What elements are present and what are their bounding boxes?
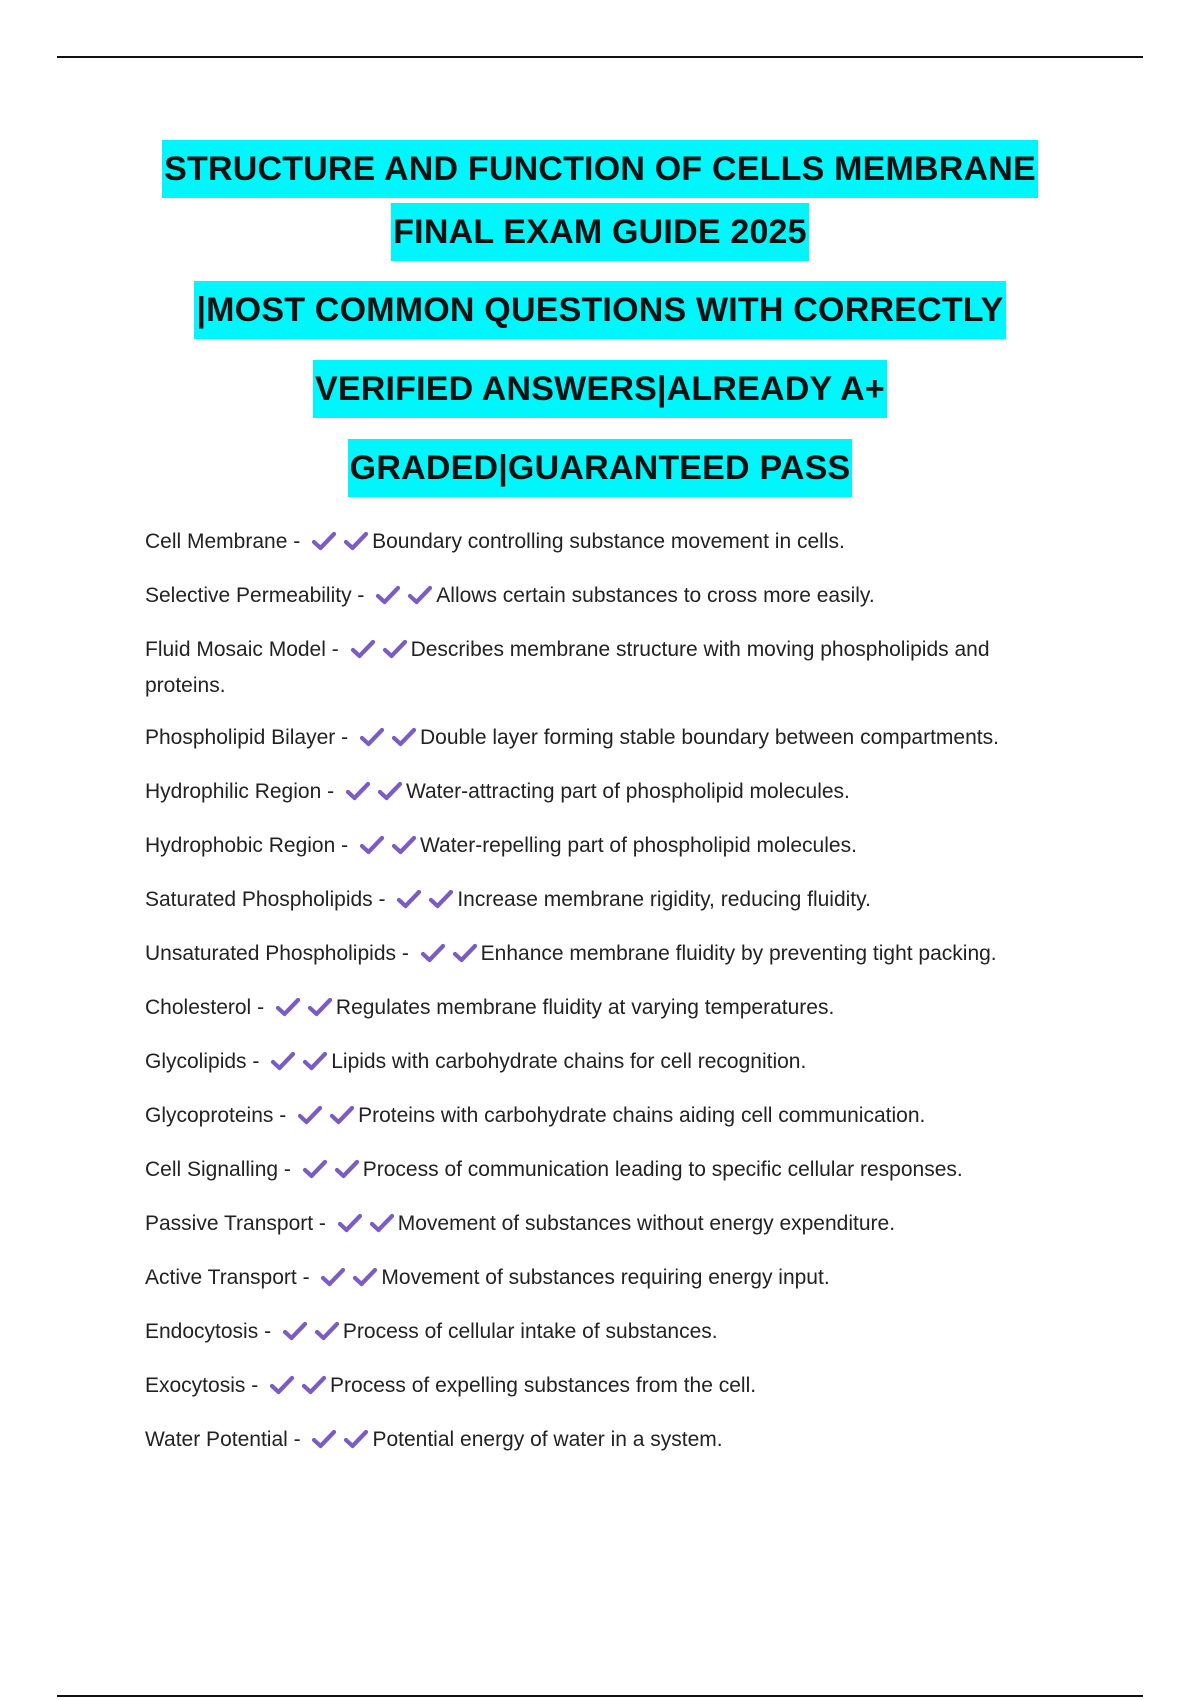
term-item bbox=[145, 882, 1065, 918]
term-item bbox=[145, 1314, 1065, 1350]
term-separator: - bbox=[258, 1320, 277, 1343]
term-item bbox=[145, 1044, 1065, 1080]
term-definition: Process of expelling substances from the cell. bbox=[330, 1374, 757, 1397]
checkmark-icon bbox=[321, 1267, 345, 1287]
term-item bbox=[145, 720, 1065, 756]
term-definition: Lipids with carbohydrate chains for cell recognition. bbox=[331, 1050, 807, 1073]
checkmark-icon bbox=[330, 1105, 354, 1125]
term-separator: - bbox=[313, 1212, 332, 1235]
checkmark-icon bbox=[397, 889, 421, 909]
term-name: Active Transport bbox=[145, 1266, 297, 1289]
term-definition: Boundary controlling substance movement in cells. bbox=[372, 530, 845, 553]
checkmark-icon bbox=[270, 1375, 294, 1395]
term-separator: - bbox=[287, 1428, 307, 1451]
term-separator: - bbox=[287, 530, 307, 553]
term-item bbox=[145, 1422, 1065, 1458]
term-item bbox=[145, 1206, 1065, 1242]
checkmark-icon bbox=[276, 997, 300, 1017]
term-item bbox=[145, 524, 1065, 560]
checkmark-icon bbox=[453, 943, 477, 963]
checkmark-icon bbox=[271, 1051, 295, 1071]
term-name: Glycolipids bbox=[145, 1050, 247, 1073]
term-definition: Water-attracting part of phospholipid molecules. bbox=[405, 780, 850, 803]
term-item bbox=[145, 578, 1065, 614]
checkmark-icon bbox=[312, 531, 336, 551]
title-line: STRUCTURE AND FUNCTION OF CELLS MEMBRANE bbox=[0, 140, 1200, 198]
checkmark-icon bbox=[421, 943, 445, 963]
checkmark-icon bbox=[344, 1429, 368, 1449]
term-separator: - bbox=[325, 638, 345, 661]
term-name: Water Potential bbox=[145, 1428, 288, 1451]
checkmark-icon bbox=[370, 1213, 394, 1233]
checkmark-icon bbox=[303, 1051, 327, 1071]
term-definition: Process of cellular intake of substances. bbox=[342, 1320, 718, 1343]
term-separator: - bbox=[335, 834, 354, 857]
term-item bbox=[145, 1368, 1065, 1404]
term-name: Unsaturated Phospholipids bbox=[145, 942, 396, 965]
term-separator: - bbox=[351, 584, 371, 607]
term-definition: Proteins with carbohydrate chains aiding cell communication. bbox=[358, 1104, 926, 1127]
term-definition-list bbox=[145, 524, 1065, 1476]
checkmark-icon bbox=[383, 639, 407, 659]
checkmark-icon bbox=[408, 585, 432, 605]
term-name: Hydrophilic Region bbox=[145, 780, 322, 803]
checkmark-icon bbox=[353, 1267, 377, 1287]
term-name: Passive Transport bbox=[145, 1212, 314, 1235]
checkmark-icon bbox=[378, 781, 402, 801]
checkmark-icon bbox=[392, 835, 416, 855]
checkmark-icon bbox=[315, 1321, 339, 1341]
term-name: Selective Permeability bbox=[145, 584, 352, 607]
term-definition: Water-repelling part of phospholipid molecules. bbox=[419, 834, 857, 857]
term-name: Fluid Mosaic Model bbox=[145, 638, 326, 661]
term-item bbox=[145, 1152, 1065, 1188]
checkmark-icon bbox=[303, 1159, 327, 1179]
checkmark-icon bbox=[429, 889, 453, 909]
term-item bbox=[145, 1260, 1065, 1296]
term-definition: Potential energy of water in a system. bbox=[372, 1428, 723, 1451]
term-separator: - bbox=[372, 888, 392, 911]
term-item bbox=[145, 1098, 1065, 1134]
term-definition: Describes membrane structure with moving phospholipids and proteins. bbox=[145, 638, 990, 697]
term-item bbox=[145, 632, 1065, 704]
term-separator: - bbox=[273, 1104, 293, 1127]
term-definition: Movement of substances without energy expenditure. bbox=[397, 1212, 896, 1235]
term-name: Glycoproteins bbox=[145, 1104, 274, 1127]
term-item bbox=[145, 828, 1065, 864]
term-separator: - bbox=[335, 726, 354, 749]
term-separator: - bbox=[396, 942, 415, 965]
term-definition: Process of communication leading to specific cellular responses. bbox=[362, 1158, 963, 1181]
term-name: Cell Signalling bbox=[145, 1158, 279, 1181]
checkmark-icon bbox=[376, 585, 400, 605]
term-separator: - bbox=[246, 1050, 266, 1073]
checkmark-icon bbox=[298, 1105, 322, 1125]
term-name: Phospholipid Bilayer bbox=[145, 726, 336, 749]
term-item bbox=[145, 774, 1065, 810]
term-separator: - bbox=[321, 780, 340, 803]
term-name: Saturated Phospholipids bbox=[145, 888, 373, 911]
term-separator: - bbox=[296, 1266, 316, 1289]
bottom-rule bbox=[57, 1695, 1143, 1697]
term-name: Exocytosis bbox=[145, 1374, 246, 1397]
checkmark-icon bbox=[335, 1159, 359, 1179]
checkmark-icon bbox=[346, 781, 370, 801]
title-line: GRADED|GUARANTEED PASS bbox=[0, 439, 1200, 497]
term-definition: Movement of substances requiring energy input. bbox=[381, 1266, 830, 1289]
checkmark-icon bbox=[312, 1429, 336, 1449]
term-separator: - bbox=[245, 1374, 265, 1397]
top-rule bbox=[57, 56, 1143, 58]
checkmark-icon bbox=[283, 1321, 307, 1341]
term-separator: - bbox=[278, 1158, 297, 1181]
term-name: Cell Membrane bbox=[145, 530, 288, 553]
checkmark-icon bbox=[351, 639, 375, 659]
term-definition: Regulates membrane fluidity at varying temperatures. bbox=[335, 996, 835, 1019]
term-name: Hydrophobic Region bbox=[145, 834, 336, 857]
title-line: VERIFIED ANSWERS|ALREADY A+ bbox=[0, 360, 1200, 418]
checkmark-icon bbox=[302, 1375, 326, 1395]
checkmark-icon bbox=[360, 727, 384, 747]
checkmark-icon bbox=[392, 727, 416, 747]
document-title bbox=[0, 140, 1200, 497]
term-definition: Increase membrane rigidity, reducing fluidity. bbox=[457, 888, 871, 911]
term-definition: Allows certain substances to cross more easily. bbox=[436, 584, 875, 607]
checkmark-icon bbox=[344, 531, 368, 551]
term-name: Cholesterol bbox=[145, 996, 252, 1019]
checkmark-icon bbox=[338, 1213, 362, 1233]
term-separator: - bbox=[251, 996, 270, 1019]
title-line: |MOST COMMON QUESTIONS WITH CORRECTLY bbox=[0, 281, 1200, 339]
checkmark-icon bbox=[308, 997, 332, 1017]
term-definition: Double layer forming stable boundary between compartments. bbox=[419, 726, 999, 749]
term-item bbox=[145, 990, 1065, 1026]
term-item bbox=[145, 936, 1065, 972]
term-definition: Enhance membrane fluidity by preventing tight packing. bbox=[480, 942, 997, 965]
term-name: Endocytosis bbox=[145, 1320, 259, 1343]
title-line: FINAL EXAM GUIDE 2025 bbox=[0, 203, 1200, 261]
checkmark-icon bbox=[360, 835, 384, 855]
